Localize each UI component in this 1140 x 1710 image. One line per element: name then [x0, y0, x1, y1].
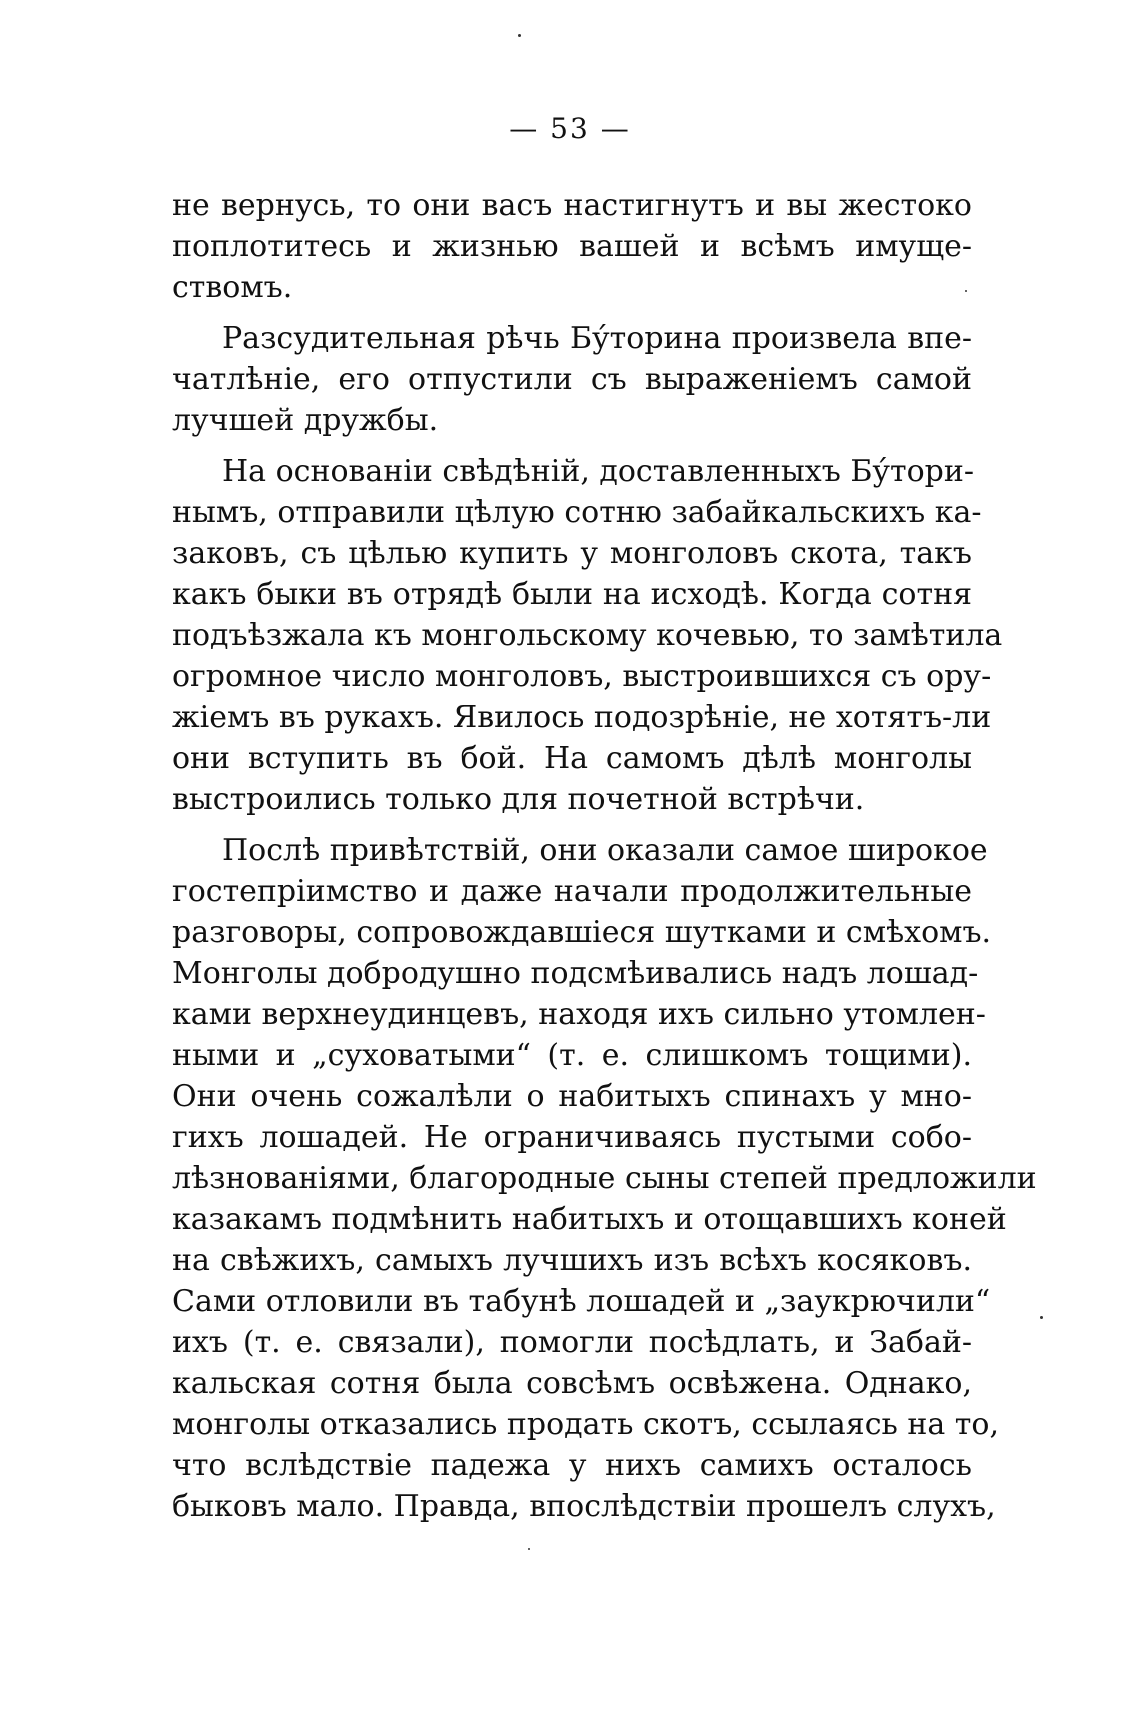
scan-speck: [1040, 1316, 1043, 1319]
text-line: заковъ, съ цѣлью купить у монголовъ скота, такъ: [172, 536, 972, 571]
text-line: не вернусь, то они васъ настигнутъ и вы жестоко: [172, 188, 972, 223]
text-line: Сами отловили въ табунѣ лошадей и „заукрючили“: [172, 1284, 991, 1319]
text-line: казакамъ подмѣнить набитыхъ и отощавшихъ коней: [172, 1202, 1007, 1237]
paragraph: [172, 318, 972, 441]
text-line: Они очень сожалѣли о набитыхъ спинахъ у мно-: [172, 1079, 972, 1114]
text-line: ными и „суховатыми“ (т. е. слишкомъ тощими).: [172, 1038, 972, 1073]
text-line: лѣзнованіями, благородные сыны степей предложили: [172, 1161, 1037, 1196]
text-line: выстроились только для почетной встрѣчи.: [172, 782, 865, 817]
scan-speck: [518, 34, 521, 37]
text-line: Разсудительная рѣчь Бу́торина произвела впе-: [222, 321, 972, 356]
text-line: кальская сотня была совсѣмъ освѣжена. Однако,: [172, 1366, 972, 1401]
text-line: На основаніи свѣдѣній, доставленныхъ Бу́тори-: [222, 454, 975, 489]
text-line: нымъ, отправили цѣлую сотню забайкальскихъ ка-: [172, 495, 982, 530]
text-line: что вслѣдствіе падежа у нихъ самихъ осталось: [172, 1448, 972, 1483]
text-line: ихъ (т. е. связали), помогли посѣдлать, и Забай-: [172, 1325, 972, 1360]
page-number: — 53 —: [509, 112, 631, 145]
text-line: ками верхнеудинцевъ, находя ихъ сильно утомлен-: [172, 997, 986, 1032]
text-line: чатлѣніе, его отпустили съ выраженіемъ самой: [172, 362, 972, 397]
paragraph: [172, 830, 1037, 1527]
paragraph: [172, 185, 972, 308]
text-line: они вступить въ бой. На самомъ дѣлѣ монголы: [172, 741, 972, 776]
text-line: разговоры, сопровождавшіеся шутками и смѣхомъ.: [172, 915, 992, 950]
text-line: быковъ мало. Правда, впослѣдствіи прошелъ слухъ,: [172, 1489, 996, 1524]
text-line: гихъ лошадей. Не ограничиваясь пустыми собо-: [172, 1120, 972, 1155]
text-line: ствомъ.: [172, 270, 293, 305]
text-line: Послѣ привѣтствій, они оказали самое широкое: [222, 833, 988, 868]
text-line: монголы отказались продать скотъ, ссылаясь на то,: [172, 1407, 999, 1442]
body-text: [172, 185, 1037, 1527]
text-line: огромное число монголовъ, выстроившихся съ ору-: [172, 659, 992, 694]
text-line: лучшей дружбы.: [172, 403, 439, 438]
paragraph: [172, 451, 1003, 820]
scan-speck: [965, 290, 967, 292]
text-line: подъѣзжала къ монгольскому кочевью, то замѣтила: [172, 618, 1003, 653]
scan-speck: [528, 1548, 530, 1550]
text-line: Монголы добродушно подсмѣивались надъ лошад-: [172, 956, 979, 991]
text-line: поплотитесь и жизнью вашей и всѣмъ имуще-: [172, 229, 972, 264]
text-line: гостепріимство и даже начали продолжительные: [172, 874, 972, 909]
text-line: какъ быки въ отрядѣ были на исходѣ. Когда сотня: [172, 577, 972, 612]
text-line: на свѣжихъ, самыхъ лучшихъ изъ всѣхъ косяковъ.: [172, 1243, 972, 1278]
text-line: жіемъ въ рукахъ. Явилось подозрѣніе, не хотятъ-ли: [172, 700, 992, 735]
